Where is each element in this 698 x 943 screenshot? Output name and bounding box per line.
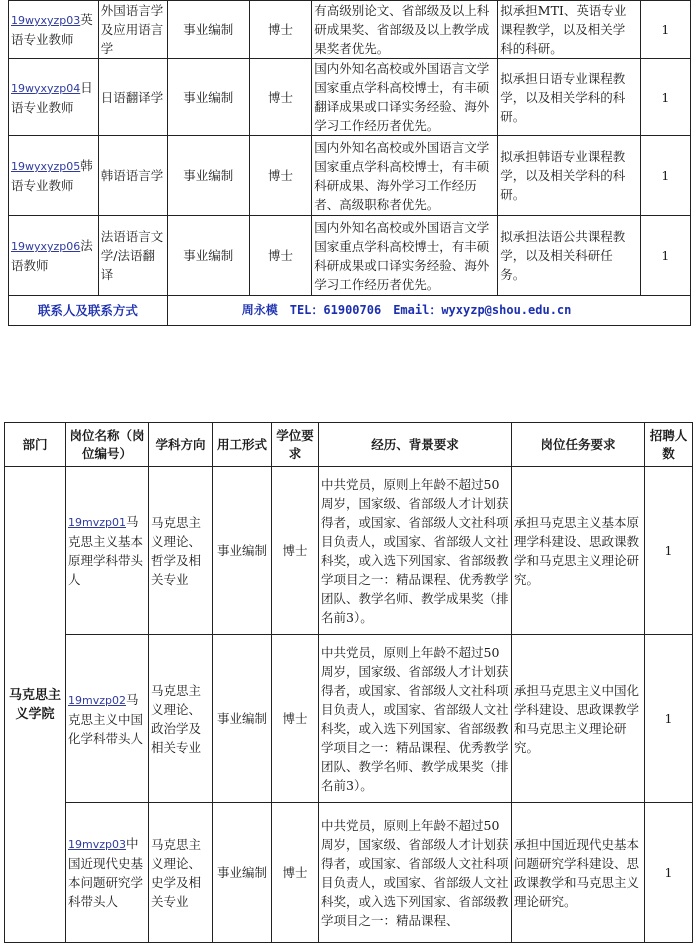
degree-cell: 博士 <box>272 467 319 635</box>
department-cell: 马克思主义学院 <box>5 467 66 943</box>
post-title: 中国近现代史基本问题研究学科带头人 <box>68 836 144 909</box>
recruitment-table-foreign-languages <box>8 0 691 326</box>
table-row <box>9 136 691 216</box>
post-code-link[interactable]: 19mvzp01 <box>68 516 126 529</box>
requirements-cell: 中共党员，原则上年龄不超过50周岁，国家级、省部级人才计划获得者，或国家、省部级人文社科项目负责人，或国家、省部级人文社科奖，或入选下列国家、省部级教学项目之一：精品课程、优秀教学团队、教学名师、教学成果奖（排名前3）。 <box>319 467 512 635</box>
post-name-cell <box>9 136 99 216</box>
count-cell: 1 <box>640 136 690 216</box>
post-title: 马克思主义中国化学科带头人 <box>68 691 144 746</box>
header-requirements: 经历、背景要求 <box>319 423 512 467</box>
employment-cell: 事业编制 <box>213 467 272 635</box>
post-name-cell <box>9 1 99 59</box>
post-title: 马克思主义基本原理学科带头人 <box>68 514 144 587</box>
post-code-link[interactable]: 19mvzp02 <box>68 693 126 707</box>
count-cell: 1 <box>640 216 690 296</box>
requirements-cell: 中共党员，原则上年龄不超过50周岁，国家级、省部级人才计划获得者，或国家、省部级人文社科项目负责人，或国家、省部级人文社科奖，或入选下列国家、省部级教学项目之一：精品课程、 <box>319 803 512 943</box>
table-header-row <box>5 423 693 467</box>
tasks-cell: 承担马克思主义基本原理学科建设、思政课教学和马克思主义理论研究。 <box>512 467 645 635</box>
requirements-cell: 有高级别论文、省部级及以上科研成果奖、省部级及以上教学成果奖者优先。 <box>312 1 498 59</box>
tasks-cell: 承担中国近现代史基本问题研究学科建设、思政课教学和马克思主义理论研究。 <box>512 803 645 943</box>
employment-cell: 事业编制 <box>213 635 272 803</box>
table-row <box>5 635 693 803</box>
tasks-cell: 拟承担日语专业课程教学，以及相关学科的科研。 <box>498 59 640 136</box>
employment-cell: 事业编制 <box>167 1 249 59</box>
contact-info <box>167 296 690 326</box>
requirements-cell: 国内外知名高校或外国语言文学国家重点学科高校博士，有丰硕科研成果或口译实务经验、海外学习工作经历者优先。 <box>312 216 498 296</box>
count-cell: 1 <box>640 59 690 136</box>
subject-cell: 马克思主义理论、政治学及相关专业 <box>149 635 213 803</box>
contact-row <box>9 296 691 326</box>
post-title: 日语专业教师 <box>11 79 93 115</box>
degree-cell: 博士 <box>249 136 311 216</box>
count-cell: 1 <box>645 803 693 943</box>
requirements-cell: 中共党员，原则上年龄不超过50周岁，国家级、省部级人才计划获得者，或国家、省部级人文社科项目负责人，或国家、省部级人文社科奖，或入选下列国家、省部级教学项目之一：精品课程、优秀教学团队、教学名师、教学成果奖（排名前3）。 <box>319 635 512 803</box>
degree-cell: 博士 <box>249 216 311 296</box>
degree-cell: 博士 <box>272 635 319 803</box>
header-tasks: 岗位任务要求 <box>512 423 645 467</box>
post-code-link[interactable]: 19wyxyzp03 <box>11 14 81 27</box>
subject-cell: 马克思主义理论、哲学及相关专业 <box>149 467 213 635</box>
tasks-cell: 拟承担法语公共课程教学，以及相关科研任务。 <box>498 216 640 296</box>
header-dept: 部门 <box>5 423 66 467</box>
contact-details: TEL：61900706 Email：wyxyzp@shou.edu.cn <box>289 303 572 317</box>
post-title: 法语教师 <box>11 238 93 273</box>
degree-cell: 博士 <box>272 803 319 943</box>
tasks-cell: 拟承担韩语专业课程教学，以及相关学科的科研。 <box>498 136 640 216</box>
table-row <box>5 467 693 635</box>
post-code-link[interactable]: 19wyxyzp06 <box>11 240 81 253</box>
count-cell: 1 <box>645 635 693 803</box>
table-row <box>9 216 691 296</box>
degree-cell: 博士 <box>249 59 311 136</box>
employment-cell: 事业编制 <box>167 136 249 216</box>
tasks-cell: 拟承担MTI、英语专业课程教学，以及相关学科的科研。 <box>498 1 640 59</box>
table-row <box>5 803 693 943</box>
post-title: 韩语专业教师 <box>11 158 93 193</box>
subject-cell: 日语翻译学 <box>98 59 167 136</box>
employment-cell: 事业编制 <box>213 803 272 943</box>
recruitment-table-marxism <box>4 422 693 943</box>
table-row <box>9 1 691 59</box>
count-cell: 1 <box>640 1 690 59</box>
header-subject: 学科方向 <box>149 423 213 467</box>
header-employment: 用工形式 <box>213 423 272 467</box>
subject-cell: 法语语言文学/法语翻译 <box>98 216 167 296</box>
employment-cell: 事业编制 <box>167 59 249 136</box>
requirements-cell: 国内外知名高校或外国语言文学国家重点学科高校博士，有丰硕科研成果、海外学习工作经历者、高级职称者优先。 <box>312 136 498 216</box>
header-post: 岗位名称（岗位编号） <box>66 423 149 467</box>
post-title: 英语专业教师 <box>11 12 93 47</box>
header-count: 招聘人数 <box>645 423 693 467</box>
post-code-link[interactable]: 19wyxyzp05 <box>11 160 81 173</box>
header-degree: 学位要求 <box>272 423 319 467</box>
post-code-link[interactable]: 19wyxyzp04 <box>11 81 81 95</box>
subject-cell: 韩语语言学 <box>98 136 167 216</box>
post-name-cell <box>66 803 149 943</box>
employment-cell: 事业编制 <box>167 216 249 296</box>
contact-label: 联系人及联系方式 <box>9 296 168 326</box>
post-name-cell <box>9 59 99 136</box>
table-row <box>9 59 691 136</box>
count-cell: 1 <box>645 467 693 635</box>
post-name-cell <box>66 635 149 803</box>
subject-cell: 马克思主义理论、史学及相关专业 <box>149 803 213 943</box>
post-name-cell <box>66 467 149 635</box>
tasks-cell: 承担马克思主义中国化学科建设、思政课教学和马克思主义理论研究。 <box>512 635 645 803</box>
subject-cell: 外国语言学及应用语言学 <box>98 1 167 59</box>
post-name-cell <box>9 216 99 296</box>
contact-name: 周永模 <box>241 303 278 317</box>
requirements-cell: 国内外知名高校或外国语言文学国家重点学科高校博士，有丰硕翻译成果或口译实务经验、海外学习工作经历者优先。 <box>312 59 498 136</box>
degree-cell: 博士 <box>249 1 311 59</box>
post-code-link[interactable]: 19mvzp03 <box>68 838 126 851</box>
